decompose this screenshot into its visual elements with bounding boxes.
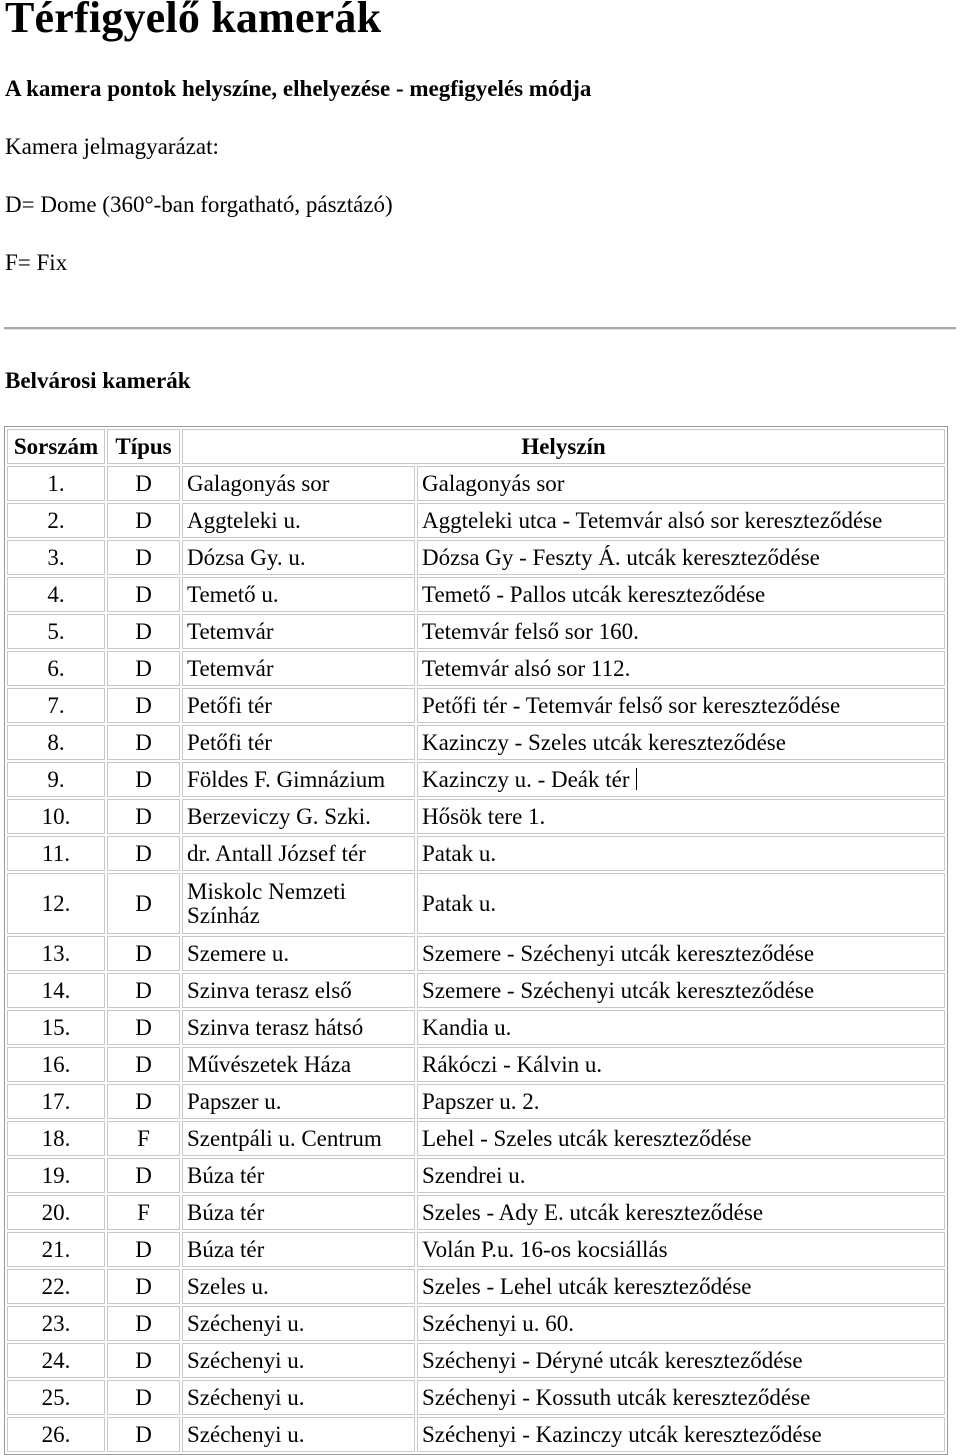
table-row xyxy=(7,1158,945,1193)
row-type xyxy=(107,1158,180,1193)
row-type-text: D xyxy=(135,618,152,644)
row-number xyxy=(7,540,105,575)
table-row xyxy=(7,762,945,797)
row-number xyxy=(7,1306,105,1341)
row-place-text: Széchenyi u. xyxy=(187,1347,305,1373)
row-number-text: 9. xyxy=(47,766,65,792)
section-title: Belvárosi kamerák xyxy=(5,368,191,393)
row-type xyxy=(107,1084,180,1119)
row-location xyxy=(417,725,945,760)
table-row xyxy=(7,873,945,934)
row-type xyxy=(107,1047,180,1082)
row-location-text: Patak u. xyxy=(422,840,497,866)
row-place-text: Berzeviczy G. Szki. xyxy=(187,803,371,829)
row-location-text: Dózsa Gy - Feszty Á. utcák kereszteződése xyxy=(422,544,820,570)
legend-fix: F= Fix xyxy=(5,250,68,275)
row-type xyxy=(107,762,180,797)
table-row xyxy=(7,1121,945,1156)
row-number-text: 11. xyxy=(42,840,70,866)
row-location xyxy=(417,466,945,501)
row-type-text: D xyxy=(135,977,152,1003)
row-type-text: D xyxy=(135,729,152,755)
table-row xyxy=(7,1047,945,1082)
row-place xyxy=(182,1306,415,1341)
row-number xyxy=(7,1417,105,1452)
row-type xyxy=(107,1121,180,1156)
row-place-text: Búza tér xyxy=(187,1236,265,1262)
row-place xyxy=(182,873,415,934)
table-row xyxy=(7,1232,945,1267)
row-number xyxy=(7,799,105,834)
row-place-text: Szentpáli u. Centrum xyxy=(187,1125,382,1151)
table-row xyxy=(7,1269,945,1304)
row-place xyxy=(182,614,415,649)
row-place-text: Szemere u. xyxy=(187,940,290,966)
row-location-text: Szemere - Széchenyi utcák kereszteződése xyxy=(422,940,815,966)
table-row xyxy=(7,1343,945,1378)
row-type-text: D xyxy=(135,890,152,916)
table-row xyxy=(7,1380,945,1415)
row-number xyxy=(7,762,105,797)
row-place xyxy=(182,1380,415,1415)
row-type-text: D xyxy=(135,1088,152,1114)
row-location-text: Széchenyi u. 60. xyxy=(422,1310,575,1336)
row-number-text: 22. xyxy=(41,1273,71,1299)
row-type xyxy=(107,1417,180,1452)
row-type-text: D xyxy=(135,507,152,533)
row-type-text: F xyxy=(137,1199,150,1225)
row-location-text: Rákóczi - Kálvin u. xyxy=(422,1051,603,1077)
row-place-text: Földes F. Gimnázium xyxy=(187,766,386,792)
row-type xyxy=(107,799,180,834)
row-number xyxy=(7,973,105,1008)
row-type xyxy=(107,973,180,1008)
row-number-text: 16. xyxy=(41,1051,71,1077)
row-place-text: dr. Antall József tér xyxy=(187,840,366,866)
row-place-text: Búza tér xyxy=(187,1199,265,1225)
row-location-text: Papszer u. 2. xyxy=(422,1088,540,1114)
page-title: Térfigyelő kamerák xyxy=(5,0,382,42)
table-row xyxy=(7,1306,945,1341)
table-row xyxy=(7,836,945,871)
row-type-text: D xyxy=(135,692,152,718)
row-place-text: Szinva terasz hátsó xyxy=(187,1014,364,1040)
row-type xyxy=(107,1010,180,1045)
row-type-text: D xyxy=(135,766,152,792)
row-place-text: Miskolc Nemzeti Színház xyxy=(187,878,347,928)
row-type-text: D xyxy=(135,581,152,607)
row-type xyxy=(107,503,180,538)
table-row xyxy=(7,1010,945,1045)
row-type-text: F xyxy=(137,1125,150,1151)
row-location-text: Kazinczy u. - Deák tér xyxy=(422,766,630,792)
row-place-text: Művészetek Háza xyxy=(187,1051,352,1077)
row-type-text: D xyxy=(135,1051,152,1077)
row-place xyxy=(182,1047,415,1082)
row-number-text: 14. xyxy=(41,977,71,1003)
row-number xyxy=(7,1343,105,1378)
row-number-text: 24. xyxy=(41,1347,71,1373)
row-number xyxy=(7,1121,105,1156)
row-location-text: Szeles - Ady E. utcák kereszteződése xyxy=(422,1199,764,1225)
row-type xyxy=(107,1306,180,1341)
row-type xyxy=(107,1343,180,1378)
row-type-text: D xyxy=(135,1384,152,1410)
row-place xyxy=(182,1269,415,1304)
row-number xyxy=(7,1047,105,1082)
row-place xyxy=(182,1158,415,1193)
row-number-text: 21. xyxy=(41,1236,71,1262)
table-row xyxy=(7,725,945,760)
row-type xyxy=(107,614,180,649)
row-number-text: 8. xyxy=(47,729,65,755)
row-number-text: 26. xyxy=(41,1421,71,1447)
row-type xyxy=(107,1195,180,1230)
row-place xyxy=(182,1084,415,1119)
row-location-text: Hősök tere 1. xyxy=(422,803,546,829)
row-place xyxy=(182,936,415,971)
row-location-text: Volán P.u. 16-os kocsiállás xyxy=(422,1236,668,1262)
row-location-text: Szeles - Lehel utcák kereszteződése xyxy=(422,1273,752,1299)
legend-heading: Kamera jelmagyarázat: xyxy=(5,134,219,159)
row-place-text: Petőfi tér xyxy=(187,692,272,718)
row-location-text: Patak u. xyxy=(422,890,497,916)
row-place xyxy=(182,540,415,575)
row-location xyxy=(417,762,945,797)
horizontal-rule xyxy=(4,327,956,330)
row-number-text: 15. xyxy=(41,1014,71,1040)
table-row xyxy=(7,466,945,501)
row-place-text: Tetemvár xyxy=(187,655,274,681)
row-place xyxy=(182,1121,415,1156)
row-type-text: D xyxy=(135,1310,152,1336)
row-place-text: Búza tér xyxy=(187,1162,265,1188)
row-number-text: 5. xyxy=(47,618,65,644)
row-place xyxy=(182,1417,415,1452)
header-type: Típus xyxy=(107,429,180,464)
row-place-text: Szeles u. xyxy=(187,1273,269,1299)
row-number-text: 1. xyxy=(47,470,65,496)
row-number-text: 2. xyxy=(47,507,65,533)
row-number xyxy=(7,873,105,934)
row-location xyxy=(417,1047,945,1082)
row-number xyxy=(7,1158,105,1193)
table-row xyxy=(7,1084,945,1119)
row-type xyxy=(107,1269,180,1304)
table-row xyxy=(7,540,945,575)
row-location xyxy=(417,1121,945,1156)
row-type xyxy=(107,466,180,501)
row-location-text: Szemere - Széchenyi utcák kereszteződése xyxy=(422,977,815,1003)
row-location-text: Széchenyi - Kossuth utcák kereszteződése xyxy=(422,1384,811,1410)
row-location-text: Aggteleki utca - Tetemvár alsó sor kereszteződése xyxy=(422,507,883,533)
table-row xyxy=(7,614,945,649)
row-place xyxy=(182,762,415,797)
row-number-text: 17. xyxy=(41,1088,71,1114)
row-number-text: 20. xyxy=(41,1199,71,1225)
row-location-text: Széchenyi - Kazinczy utcák kereszteződése xyxy=(422,1421,822,1447)
row-number-text: 19. xyxy=(41,1162,71,1188)
row-location xyxy=(417,936,945,971)
row-type xyxy=(107,577,180,612)
row-location-text: Temető - Pallos utcák kereszteződése xyxy=(422,581,766,607)
row-type-text: D xyxy=(135,940,152,966)
row-number-text: 4. xyxy=(47,581,65,607)
row-number-text: 18. xyxy=(41,1125,71,1151)
table-row xyxy=(7,1195,945,1230)
row-location xyxy=(417,1380,945,1415)
row-place xyxy=(182,1195,415,1230)
header-location: Helyszín xyxy=(182,429,945,464)
row-location-text: Petőfi tér - Tetemvár felső sor kereszteződése xyxy=(422,692,841,718)
row-place xyxy=(182,973,415,1008)
table-row xyxy=(7,577,945,612)
row-type xyxy=(107,651,180,686)
row-place-text: Széchenyi u. xyxy=(187,1421,305,1447)
row-place xyxy=(182,799,415,834)
row-location xyxy=(417,577,945,612)
row-location xyxy=(417,1417,945,1452)
row-type-text: D xyxy=(135,1162,152,1188)
row-type-text: D xyxy=(135,1236,152,1262)
row-place xyxy=(182,688,415,723)
row-number xyxy=(7,1269,105,1304)
table-row xyxy=(7,651,945,686)
table-row xyxy=(7,688,945,723)
row-location xyxy=(417,1158,945,1193)
table-row xyxy=(7,503,945,538)
row-location-text: Tetemvár felső sor 160. xyxy=(422,618,639,644)
row-place-text: Dózsa Gy. u. xyxy=(187,544,306,570)
row-place xyxy=(182,1010,415,1045)
row-number xyxy=(7,1195,105,1230)
row-type-text: D xyxy=(135,840,152,866)
row-location-text: Lehel - Szeles utcák kereszteződése xyxy=(422,1125,752,1151)
row-location-text: Szendrei u. xyxy=(422,1162,526,1188)
row-number xyxy=(7,1232,105,1267)
row-number xyxy=(7,503,105,538)
row-place-text: Petőfi tér xyxy=(187,729,272,755)
row-number-text: 25. xyxy=(41,1384,71,1410)
row-type xyxy=(107,540,180,575)
table-body xyxy=(7,466,945,1452)
row-number xyxy=(7,1010,105,1045)
row-location xyxy=(417,1306,945,1341)
row-type xyxy=(107,1380,180,1415)
row-location-text: Tetemvár alsó sor 112. xyxy=(422,655,631,681)
row-type xyxy=(107,725,180,760)
row-place-text: Tetemvár xyxy=(187,618,274,644)
row-type xyxy=(107,1232,180,1267)
row-type-text: D xyxy=(135,1347,152,1373)
row-type-text: D xyxy=(135,544,152,570)
row-place-text: Papszer u. xyxy=(187,1088,282,1114)
row-place-text: Széchenyi u. xyxy=(187,1310,305,1336)
row-place-text: Szinva terasz első xyxy=(187,977,352,1003)
row-number-text: 10. xyxy=(41,803,71,829)
table-row xyxy=(7,936,945,971)
row-location xyxy=(417,1010,945,1045)
row-location-text: Galagonyás sor xyxy=(422,470,565,496)
row-location-text: Kazinczy - Szeles utcák kereszteződése xyxy=(422,729,786,755)
row-location xyxy=(417,614,945,649)
row-number xyxy=(7,577,105,612)
row-number xyxy=(7,725,105,760)
row-location xyxy=(417,836,945,871)
row-location xyxy=(417,1269,945,1304)
row-place xyxy=(182,725,415,760)
row-number-text: 13. xyxy=(41,940,71,966)
row-number xyxy=(7,836,105,871)
row-type-text: D xyxy=(135,1273,152,1299)
row-location xyxy=(417,1343,945,1378)
row-place xyxy=(182,651,415,686)
row-type-text: D xyxy=(135,1014,152,1040)
row-type xyxy=(107,873,180,934)
row-type-text: D xyxy=(135,655,152,681)
row-type xyxy=(107,836,180,871)
row-place-text: Aggteleki u. xyxy=(187,507,301,533)
row-number xyxy=(7,1084,105,1119)
row-place-text: Temető u. xyxy=(187,581,279,607)
row-place xyxy=(182,1232,415,1267)
header-number: Sorszám xyxy=(7,429,105,464)
row-number xyxy=(7,614,105,649)
row-number xyxy=(7,1380,105,1415)
table-header-row xyxy=(7,429,945,464)
row-place xyxy=(182,1343,415,1378)
row-place xyxy=(182,836,415,871)
row-number-text: 3. xyxy=(47,544,65,570)
row-place xyxy=(182,577,415,612)
row-location xyxy=(417,651,945,686)
page-subtitle: A kamera pontok helyszíne, elhelyezése - megfigyelés módja xyxy=(5,76,592,101)
row-location xyxy=(417,1084,945,1119)
table-row xyxy=(7,1417,945,1452)
row-location-text: Kandia u. xyxy=(422,1014,512,1040)
camera-table xyxy=(4,426,948,1455)
row-location-text: Széchenyi - Déryné utcák kereszteződése xyxy=(422,1347,803,1373)
row-type-text: D xyxy=(135,803,152,829)
row-location xyxy=(417,503,945,538)
row-number-text: 7. xyxy=(47,692,65,718)
row-number xyxy=(7,651,105,686)
row-type xyxy=(107,936,180,971)
row-location xyxy=(417,973,945,1008)
row-number-text: 6. xyxy=(47,655,65,681)
text-cursor xyxy=(636,768,637,790)
row-type-text: D xyxy=(135,1421,152,1447)
legend-dome: D= Dome (360°-ban forgatható, pásztázó) xyxy=(5,192,393,217)
row-location xyxy=(417,540,945,575)
row-number xyxy=(7,466,105,501)
row-number xyxy=(7,688,105,723)
row-location xyxy=(417,799,945,834)
row-number-text: 12. xyxy=(41,890,71,916)
row-place-text: Galagonyás sor xyxy=(187,470,330,496)
row-location xyxy=(417,873,945,934)
row-number xyxy=(7,936,105,971)
row-place-text: Széchenyi u. xyxy=(187,1384,305,1410)
row-location xyxy=(417,1232,945,1267)
row-number-text: 23. xyxy=(41,1310,71,1336)
table-row xyxy=(7,799,945,834)
row-location xyxy=(417,1195,945,1230)
row-place xyxy=(182,466,415,501)
row-type xyxy=(107,688,180,723)
table-row xyxy=(7,973,945,1008)
row-place xyxy=(182,503,415,538)
row-location xyxy=(417,688,945,723)
row-type-text: D xyxy=(135,470,152,496)
